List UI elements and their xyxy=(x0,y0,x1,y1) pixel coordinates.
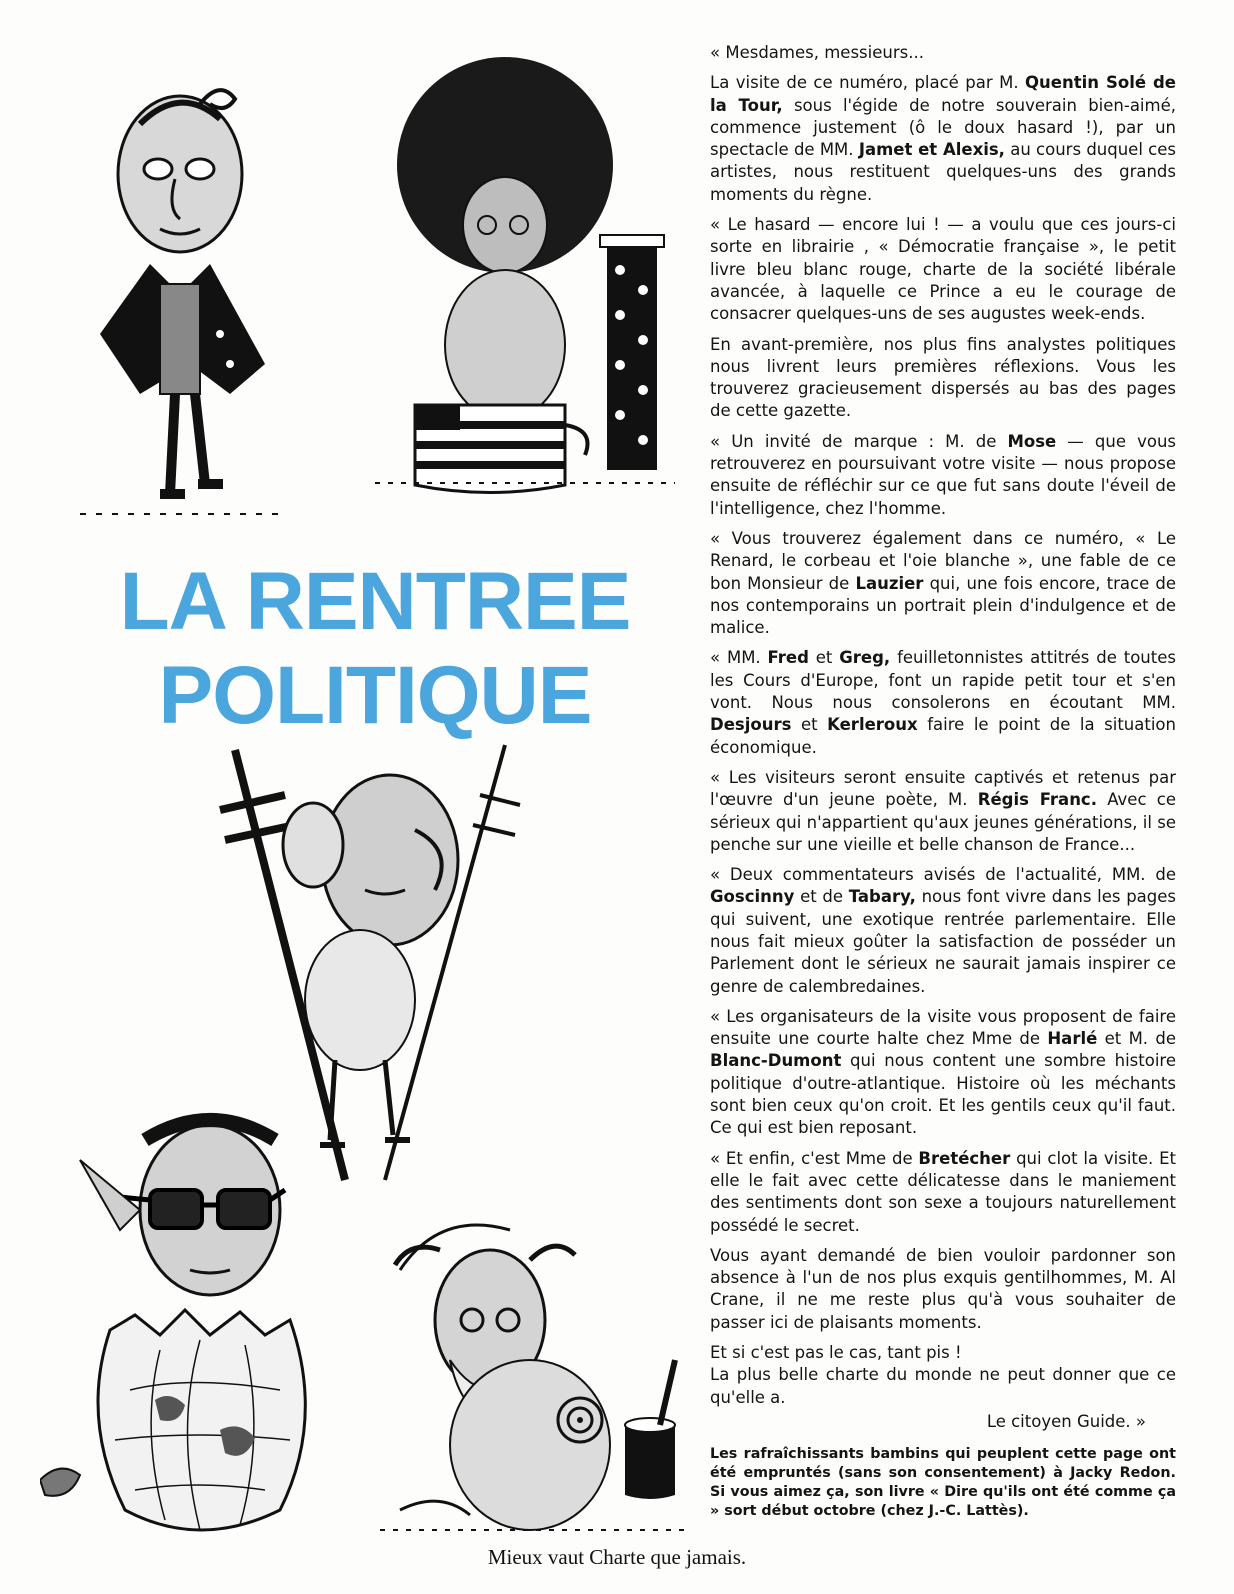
p9-name: Blanc-Dumont xyxy=(710,1051,842,1071)
paragraph-9 xyxy=(710,1006,1176,1140)
p12-line2: La plus belle charte du monde ne peut donner que ce qu'elle a. xyxy=(710,1365,1176,1407)
p10-name: Bretécher xyxy=(918,1148,1011,1168)
p8-text: « Deux commentateurs avisés de l'actualité, MM. de xyxy=(710,865,1176,885)
editorial-column xyxy=(710,42,1176,1529)
p9-name: Harlé xyxy=(1047,1029,1098,1049)
p9-text: et M. de xyxy=(1097,1029,1176,1049)
headline-line1: LA RENTREE xyxy=(119,556,631,647)
p5-name: Lauzier xyxy=(855,573,924,593)
p6-text: « MM. xyxy=(710,648,768,668)
p8-name: Tabary, xyxy=(848,887,916,907)
paragraph-1 xyxy=(710,72,1176,206)
p1-text: au cours duquel ces artistes, nous restituent quelques-uns des grands moments du règne. xyxy=(710,140,1176,204)
headline-line2: POLITIQUE xyxy=(158,650,592,741)
p6-text: feuilletonnistes attitrés de toutes les Cours d'Europe, font un rapide petit tour et s'en vont. Nous nous consolerons en écoutant MM. xyxy=(710,648,1176,713)
p5-text: qui, une fois encore, trace de nos contemporains un portrait plein d'indulgence et de malice. xyxy=(710,573,1177,638)
p6-name: Fred xyxy=(767,648,809,668)
paragraph-2: « Le hasard — encore lui ! — a voulu que ces jours-ci sorte en librairie , « Démocratie française », le petit livre bleu blanc rouge, charte de la société libérale avancée, à laquelle ce Prince a eu le courage de consacrer quelques-uns de ses augustes week-ends. xyxy=(710,215,1176,324)
paragraph-4 xyxy=(710,431,1176,520)
p10-text: « Et enfin, c'est Mme de xyxy=(710,1148,919,1168)
illustration-credit: Les rafraîchissants bambins qui peuplent cette page ont été empruntés (sans son consentement) à Jacky Redon. Si vous aimez ça, son livre « Dire qu'ils ont été comme ça » sort début octobre (chez J.-C. Lattès). xyxy=(710,1446,1176,1520)
p6-name: Greg, xyxy=(839,648,891,668)
caricature-caped-man xyxy=(80,64,280,524)
p6-name: Kerleroux xyxy=(827,715,918,735)
p9-text: « Les organisateurs de la visite vous proposent de faire ensuite une courte halte chez Mme de xyxy=(710,1006,1176,1049)
p7-text: « Les visiteurs seront ensuite captivés et retenus par l'œuvre d'un jeune poète, M. xyxy=(710,767,1176,810)
p6-name: Desjours xyxy=(710,715,792,735)
signature: Le citoyen Guide. » xyxy=(986,1411,1146,1431)
paragraph-6 xyxy=(710,647,1176,758)
p6-text: et xyxy=(808,648,840,668)
paragraph-10 xyxy=(710,1148,1176,1237)
caricature-afro-baby-flag-pot xyxy=(375,55,675,495)
p12-line1: Et si c'est pas le cas, tant pis ! xyxy=(710,1343,962,1363)
p8-name: Goscinny xyxy=(710,887,795,907)
paragraph-12 xyxy=(710,1342,1176,1409)
p4-text: « Un invité de marque : M. de xyxy=(710,431,1008,451)
p4-name: Mose xyxy=(1007,431,1057,451)
p9-text: qui nous content une sombre histoire politique d'outre-atlantique. Histoire où les méchants sont bien ceux qu'on croit. Et les gentils ceux qu'il faut. Ce qui est bien reposant. xyxy=(710,1051,1176,1138)
p1-text: La visite de ce numéro, placé par M. xyxy=(710,73,1026,93)
paragraph-7 xyxy=(710,767,1176,856)
p7-text: Avec ce sérieux qui n'appartient qu'aux jeunes générations, il se penche sur une vieille et belle chanson de France... xyxy=(710,790,1176,854)
p8-text: nous font vivre dans les pages qui suivent, une exotique rentrée parlementaire. Elle nous fait mieux goûter la satisfaction de posséder un Parlement dont le sérieux ne saurait jamais inspirer ce genre de calembredaines. xyxy=(710,887,1176,996)
p6-text: faire le point de la situation économique. xyxy=(710,715,1176,757)
p4-text: — que vous retrouverez en poursuivant votre visite — nous propose ensuite de réfléchir sur ce que fut sans doute l'éveil de l'intelligence, chez l'homme. xyxy=(710,431,1176,518)
p6-text: et xyxy=(791,715,828,735)
p1-name: Jamet et Alexis, xyxy=(858,140,1005,160)
paragraph-11: Vous ayant demandé de bien vouloir pardonner son absence à l'un de nos plus exquis gentilhommes, M. Al Crane, il ne me reste plus qu'à vous souhaiter de passer ici de plaisants moments. xyxy=(710,1245,1176,1332)
p10-text: qui clot la visite. Et elle le fait avec cette délicatesse dans le maniement des sentiments dont son sexe a toujours naturellement possédé le secret. xyxy=(710,1148,1176,1235)
footer-tagline: Mieux vaut Charte que jamais. xyxy=(487,1545,747,1569)
p1-text: sous l'égide de notre souverain bien-aimé, commence justement (ô le doux hasard !), par un spectacle de MM. xyxy=(710,95,1176,160)
paragraph-8 xyxy=(710,864,1176,998)
p1-name: Quentin Solé de la Tour, xyxy=(710,73,1176,115)
p8-text: et de xyxy=(794,887,849,907)
p5-text: « Vous trouverez également dans ce numéro, « Le Renard, le corbeau et l'oie blanche », une fable de ce bon Monsieur de xyxy=(710,528,1176,593)
caricature-glasses-eggshell-globe xyxy=(40,1100,350,1540)
p7-name: Régis Franc. xyxy=(977,790,1097,810)
headline xyxy=(55,555,695,743)
paragraph-5 xyxy=(710,528,1176,639)
paragraph-3: En avant-première, nos plus fins analystes politiques nous livrent leurs premières réflexions. Vous les trouverez gracieusement dispersés au bas des pages de cette gazette. xyxy=(710,334,1176,421)
caricature-bearded-baby-paint-pot xyxy=(380,1210,690,1540)
intro-paragraph: « Mesdames, messieurs... xyxy=(710,43,924,62)
